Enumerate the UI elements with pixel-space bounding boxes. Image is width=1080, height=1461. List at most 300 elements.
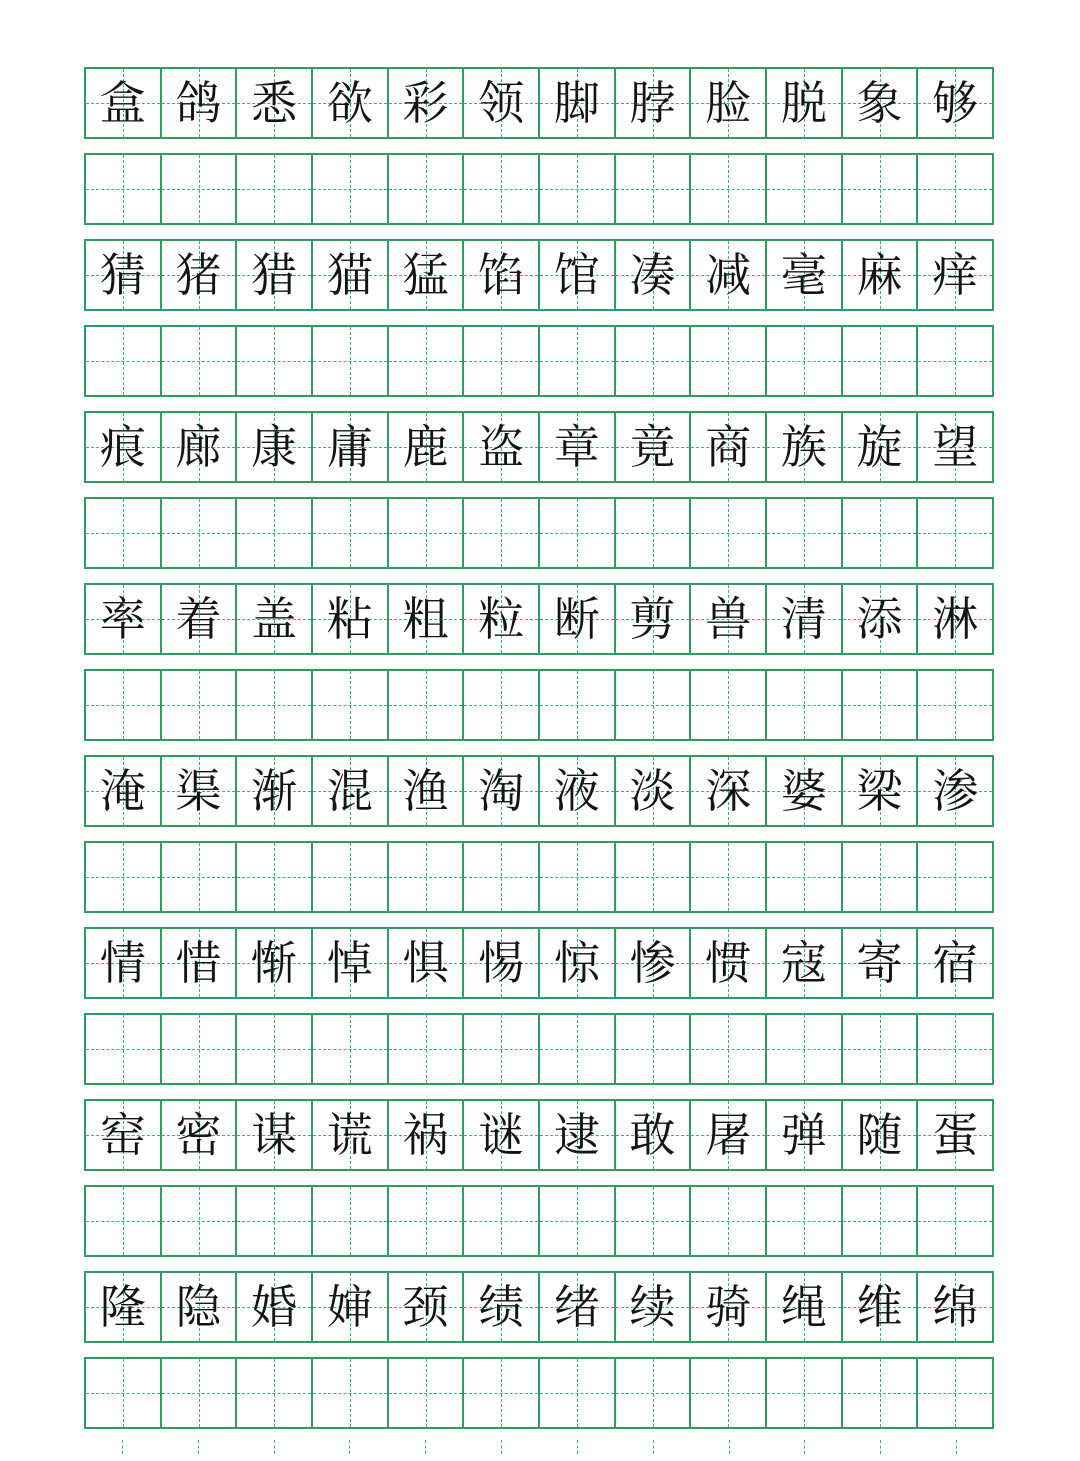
practice-cell[interactable] [86, 499, 162, 567]
character-glyph: 悉 [251, 76, 298, 130]
character-glyph: 盗 [478, 420, 525, 474]
character-glyph: 粒 [478, 592, 525, 646]
character-cell [389, 1101, 465, 1169]
practice-cell[interactable] [237, 843, 313, 911]
character-glyph: 领 [478, 76, 525, 130]
character-cell [616, 1273, 692, 1341]
character-cell [767, 413, 843, 481]
practice-cell[interactable] [540, 1187, 616, 1255]
character-cell [843, 241, 919, 309]
character-cell [767, 69, 843, 137]
practice-cell[interactable] [843, 671, 919, 739]
practice-cell[interactable] [767, 843, 843, 911]
practice-row [84, 669, 994, 741]
practice-cell[interactable] [843, 155, 919, 223]
character-cell [540, 1273, 616, 1341]
practice-cell[interactable] [389, 327, 465, 395]
character-glyph: 情 [99, 936, 146, 990]
character-cell [313, 69, 389, 137]
practice-cell[interactable] [389, 843, 465, 911]
character-glyph: 惨 [629, 936, 676, 990]
character-cell [389, 1273, 465, 1341]
practice-cell[interactable] [389, 499, 465, 567]
character-cell [464, 69, 540, 137]
character-cell [86, 1101, 162, 1169]
practice-cell[interactable] [313, 671, 389, 739]
character-glyph: 婆 [780, 764, 827, 818]
character-glyph: 望 [932, 420, 979, 474]
character-cell [843, 69, 919, 137]
character-cell [691, 1273, 767, 1341]
character-glyph: 馅 [478, 248, 525, 302]
cut-off-guide-mark [956, 1440, 957, 1454]
character-cell [464, 413, 540, 481]
cut-off-guide-mark [425, 1440, 426, 1454]
character-glyph: 廊 [175, 420, 222, 474]
cut-off-guide-mark [880, 1440, 881, 1454]
practice-cell[interactable] [616, 671, 692, 739]
character-cell [162, 69, 238, 137]
practice-cell[interactable] [843, 843, 919, 911]
character-cell [86, 757, 162, 825]
character-glyph: 惧 [402, 936, 449, 990]
practice-cell[interactable] [616, 499, 692, 567]
character-glyph: 弹 [780, 1108, 827, 1162]
cut-off-guide-mark [501, 1440, 502, 1454]
character-cell [389, 585, 465, 653]
practice-cell[interactable] [540, 1359, 616, 1427]
character-glyph: 馆 [553, 248, 600, 302]
character-glyph: 旋 [856, 420, 903, 474]
practice-cell[interactable] [843, 1187, 919, 1255]
practice-cell[interactable] [691, 327, 767, 395]
character-cell [691, 585, 767, 653]
character-glyph: 婚 [251, 1280, 298, 1334]
practice-cell[interactable] [767, 155, 843, 223]
character-cell [162, 413, 238, 481]
character-cell [616, 929, 692, 997]
character-cell [918, 413, 994, 481]
practice-cell[interactable] [616, 155, 692, 223]
character-glyph: 寄 [856, 936, 903, 990]
character-cell [237, 585, 313, 653]
character-glyph: 剪 [629, 592, 676, 646]
character-cell [616, 241, 692, 309]
character-cell [86, 69, 162, 137]
character-cell [540, 757, 616, 825]
character-glyph: 惕 [478, 936, 525, 990]
practice-cell[interactable] [767, 671, 843, 739]
practice-cell[interactable] [313, 1359, 389, 1427]
character-cell [389, 929, 465, 997]
practice-cell[interactable] [313, 327, 389, 395]
character-cell [843, 929, 919, 997]
practice-cell[interactable] [691, 1359, 767, 1427]
practice-cell[interactable] [86, 671, 162, 739]
cut-off-guide-mark [653, 1440, 654, 1454]
character-cell [767, 757, 843, 825]
practice-row [84, 1357, 994, 1429]
character-glyph: 兽 [705, 592, 752, 646]
character-glyph: 绵 [932, 1280, 979, 1334]
practice-cell[interactable] [616, 1359, 692, 1427]
practice-cell[interactable] [389, 1359, 465, 1427]
character-glyph: 渠 [175, 764, 222, 818]
practice-cell[interactable] [691, 1187, 767, 1255]
practice-cell[interactable] [843, 1359, 919, 1427]
practice-cell[interactable] [162, 843, 238, 911]
practice-cell[interactable] [86, 1015, 162, 1083]
practice-cell[interactable] [918, 499, 994, 567]
character-glyph: 绩 [478, 1280, 525, 1334]
practice-cell[interactable] [767, 1359, 843, 1427]
practice-cell[interactable] [237, 155, 313, 223]
character-cell [616, 757, 692, 825]
character-glyph: 脸 [705, 76, 752, 130]
character-glyph: 祸 [402, 1108, 449, 1162]
practice-cell[interactable] [162, 671, 238, 739]
character-row [84, 239, 994, 311]
character-glyph: 脖 [629, 76, 676, 130]
practice-cell[interactable] [540, 499, 616, 567]
character-glyph: 颈 [402, 1280, 449, 1334]
character-glyph: 骑 [705, 1280, 752, 1334]
practice-cell[interactable] [540, 155, 616, 223]
character-cell [86, 585, 162, 653]
practice-cell[interactable] [691, 1015, 767, 1083]
practice-cell[interactable] [237, 671, 313, 739]
practice-cell[interactable] [313, 1187, 389, 1255]
character-cell [237, 241, 313, 309]
practice-cell[interactable] [540, 327, 616, 395]
practice-cell[interactable] [464, 843, 540, 911]
practice-cell[interactable] [918, 1359, 994, 1427]
character-glyph: 率 [99, 592, 146, 646]
practice-cell[interactable] [464, 671, 540, 739]
character-glyph: 断 [553, 592, 600, 646]
character-cell [389, 413, 465, 481]
character-glyph: 淋 [932, 592, 979, 646]
practice-cell[interactable] [162, 1359, 238, 1427]
practice-cell[interactable] [162, 155, 238, 223]
character-cell [616, 1101, 692, 1169]
character-cell [313, 1273, 389, 1341]
practice-row [84, 841, 994, 913]
cut-off-guide-mark [804, 1440, 805, 1454]
character-row [84, 411, 994, 483]
character-glyph: 麻 [856, 248, 903, 302]
character-cell [691, 413, 767, 481]
character-glyph: 惭 [251, 936, 298, 990]
practice-cell[interactable] [86, 1359, 162, 1427]
character-row [84, 67, 994, 139]
practice-cell[interactable] [162, 1187, 238, 1255]
practice-cell[interactable] [767, 327, 843, 395]
character-glyph: 淹 [99, 764, 146, 818]
practice-cell[interactable] [464, 499, 540, 567]
character-glyph: 猫 [326, 248, 373, 302]
character-glyph: 痒 [932, 248, 979, 302]
character-glyph: 惜 [175, 936, 222, 990]
character-glyph: 族 [780, 420, 827, 474]
character-glyph: 窑 [99, 1108, 146, 1162]
character-cell [691, 69, 767, 137]
character-cell [237, 69, 313, 137]
practice-cell[interactable] [540, 843, 616, 911]
character-glyph: 脚 [553, 76, 600, 130]
practice-row [84, 153, 994, 225]
character-cell [313, 929, 389, 997]
character-cell [918, 929, 994, 997]
character-glyph: 续 [629, 1280, 676, 1334]
character-cell [313, 757, 389, 825]
character-glyph: 鸽 [175, 76, 222, 130]
character-glyph: 寇 [780, 936, 827, 990]
practice-cell[interactable] [237, 1187, 313, 1255]
character-cell [540, 413, 616, 481]
practice-cell[interactable] [464, 1015, 540, 1083]
character-glyph: 惊 [553, 936, 600, 990]
character-cell [162, 757, 238, 825]
practice-cell[interactable] [767, 1015, 843, 1083]
character-glyph: 减 [705, 248, 752, 302]
character-cell [86, 1273, 162, 1341]
cut-off-guide-mark [349, 1440, 350, 1454]
character-cell [162, 585, 238, 653]
practice-cell[interactable] [86, 1187, 162, 1255]
character-cell [162, 929, 238, 997]
character-cell [843, 757, 919, 825]
character-glyph: 痕 [99, 420, 146, 474]
practice-cell[interactable] [691, 155, 767, 223]
character-cell [767, 585, 843, 653]
character-cell [464, 585, 540, 653]
character-cell [313, 585, 389, 653]
character-glyph: 逮 [553, 1108, 600, 1162]
practice-row [84, 497, 994, 569]
character-row [84, 1099, 994, 1171]
practice-cell[interactable] [918, 1187, 994, 1255]
character-glyph: 屠 [705, 1108, 752, 1162]
character-glyph: 盖 [251, 592, 298, 646]
character-cell [616, 585, 692, 653]
practice-row [84, 1013, 994, 1085]
character-glyph: 毫 [780, 248, 827, 302]
character-cell [237, 757, 313, 825]
character-glyph: 章 [553, 420, 600, 474]
practice-cell[interactable] [918, 155, 994, 223]
character-glyph: 凑 [629, 248, 676, 302]
practice-cell[interactable] [389, 155, 465, 223]
character-cell [389, 757, 465, 825]
practice-cell[interactable] [843, 499, 919, 567]
character-cell [389, 241, 465, 309]
practice-cell[interactable] [464, 155, 540, 223]
character-cell [843, 413, 919, 481]
character-cell [162, 1273, 238, 1341]
character-cell [540, 585, 616, 653]
practice-cell[interactable] [313, 499, 389, 567]
character-glyph: 竟 [629, 420, 676, 474]
character-cell [540, 241, 616, 309]
character-glyph: 婶 [326, 1280, 373, 1334]
practice-cell[interactable] [767, 1187, 843, 1255]
character-cell [464, 241, 540, 309]
practice-cell[interactable] [918, 843, 994, 911]
character-glyph: 悼 [326, 936, 373, 990]
practice-cell[interactable] [616, 1187, 692, 1255]
character-row [84, 755, 994, 827]
cut-off-guide-mark [729, 1440, 730, 1454]
practice-cell[interactable] [313, 1015, 389, 1083]
character-glyph: 随 [856, 1108, 903, 1162]
character-cell [918, 1273, 994, 1341]
character-glyph: 猪 [175, 248, 222, 302]
practice-cell[interactable] [918, 327, 994, 395]
character-cell [540, 69, 616, 137]
character-cell [616, 413, 692, 481]
practice-cell[interactable] [237, 499, 313, 567]
character-cell [691, 929, 767, 997]
character-cell [237, 929, 313, 997]
character-cell [767, 241, 843, 309]
character-cell [767, 1101, 843, 1169]
character-glyph: 深 [705, 764, 752, 818]
practice-cell[interactable] [162, 327, 238, 395]
practice-row [84, 325, 994, 397]
character-glyph: 欲 [326, 76, 373, 130]
practice-cell[interactable] [540, 671, 616, 739]
practice-cell[interactable] [237, 1015, 313, 1083]
practice-cell[interactable] [237, 1359, 313, 1427]
character-glyph: 够 [932, 76, 979, 130]
character-cell [918, 757, 994, 825]
practice-cell[interactable] [843, 1015, 919, 1083]
practice-cell[interactable] [540, 1015, 616, 1083]
practice-cell[interactable] [691, 671, 767, 739]
character-cell [843, 585, 919, 653]
character-glyph: 清 [780, 592, 827, 646]
character-glyph: 着 [175, 592, 222, 646]
character-glyph: 渗 [932, 764, 979, 818]
practice-cell[interactable] [918, 1015, 994, 1083]
character-cell [540, 929, 616, 997]
character-glyph: 康 [251, 420, 298, 474]
character-glyph: 淘 [478, 764, 525, 818]
character-glyph: 渐 [251, 764, 298, 818]
practice-cell[interactable] [691, 499, 767, 567]
character-cell [464, 757, 540, 825]
character-glyph: 梁 [856, 764, 903, 818]
character-row [84, 1271, 994, 1343]
practice-cell[interactable] [237, 327, 313, 395]
practice-cell[interactable] [918, 671, 994, 739]
character-glyph: 商 [705, 420, 752, 474]
character-cell [389, 69, 465, 137]
character-glyph: 混 [326, 764, 373, 818]
practice-cell[interactable] [464, 1187, 540, 1255]
character-glyph: 庸 [326, 420, 373, 474]
practice-cell[interactable] [162, 1015, 238, 1083]
character-glyph: 粗 [402, 592, 449, 646]
character-glyph: 渔 [402, 764, 449, 818]
practice-cell[interactable] [616, 843, 692, 911]
cut-off-guide-mark [577, 1440, 578, 1454]
practice-cell[interactable] [86, 155, 162, 223]
character-cell [918, 1101, 994, 1169]
practice-row [84, 1185, 994, 1257]
practice-cell[interactable] [464, 327, 540, 395]
practice-cell[interactable] [767, 499, 843, 567]
practice-cell[interactable] [616, 1015, 692, 1083]
character-cell [237, 1273, 313, 1341]
practice-cell[interactable] [691, 843, 767, 911]
practice-cell[interactable] [162, 499, 238, 567]
character-cell [918, 69, 994, 137]
character-cell [237, 1101, 313, 1169]
character-glyph: 粘 [326, 592, 373, 646]
character-glyph: 添 [856, 592, 903, 646]
character-row [84, 583, 994, 655]
practice-cell[interactable] [389, 671, 465, 739]
character-glyph: 绳 [780, 1280, 827, 1334]
character-cell [162, 241, 238, 309]
character-cell [691, 1101, 767, 1169]
cut-off-guide-mark [274, 1440, 275, 1454]
character-cell [86, 413, 162, 481]
character-glyph: 隐 [175, 1280, 222, 1334]
character-cell [464, 1273, 540, 1341]
character-glyph: 猜 [99, 248, 146, 302]
practice-cell[interactable] [616, 327, 692, 395]
character-cell [843, 1273, 919, 1341]
cut-off-guide-mark [122, 1440, 123, 1454]
character-glyph: 绪 [553, 1280, 600, 1334]
character-glyph: 鹿 [402, 420, 449, 474]
character-cell [237, 413, 313, 481]
character-glyph: 密 [175, 1108, 222, 1162]
character-cell [313, 413, 389, 481]
character-glyph: 谜 [478, 1108, 525, 1162]
practice-cell[interactable] [86, 843, 162, 911]
character-cell [616, 69, 692, 137]
character-glyph: 猛 [402, 248, 449, 302]
character-cell [86, 929, 162, 997]
character-glyph: 蛋 [932, 1108, 979, 1162]
practice-cell[interactable] [389, 1015, 465, 1083]
character-glyph: 维 [856, 1280, 903, 1334]
character-cell [540, 1101, 616, 1169]
practice-cell[interactable] [313, 155, 389, 223]
practice-cell[interactable] [86, 327, 162, 395]
character-row [84, 927, 994, 999]
character-glyph: 猎 [251, 248, 298, 302]
character-cell [691, 241, 767, 309]
practice-cell[interactable] [843, 327, 919, 395]
character-glyph: 敢 [629, 1108, 676, 1162]
practice-cell[interactable] [389, 1187, 465, 1255]
cut-off-guide-mark [198, 1440, 199, 1454]
character-glyph: 彩 [402, 76, 449, 130]
character-cell [464, 1101, 540, 1169]
practice-cell[interactable] [313, 843, 389, 911]
character-glyph: 隆 [99, 1280, 146, 1334]
character-glyph: 宿 [932, 936, 979, 990]
character-cell [313, 1101, 389, 1169]
character-cell [464, 929, 540, 997]
practice-cell[interactable] [464, 1359, 540, 1427]
character-cell [162, 1101, 238, 1169]
